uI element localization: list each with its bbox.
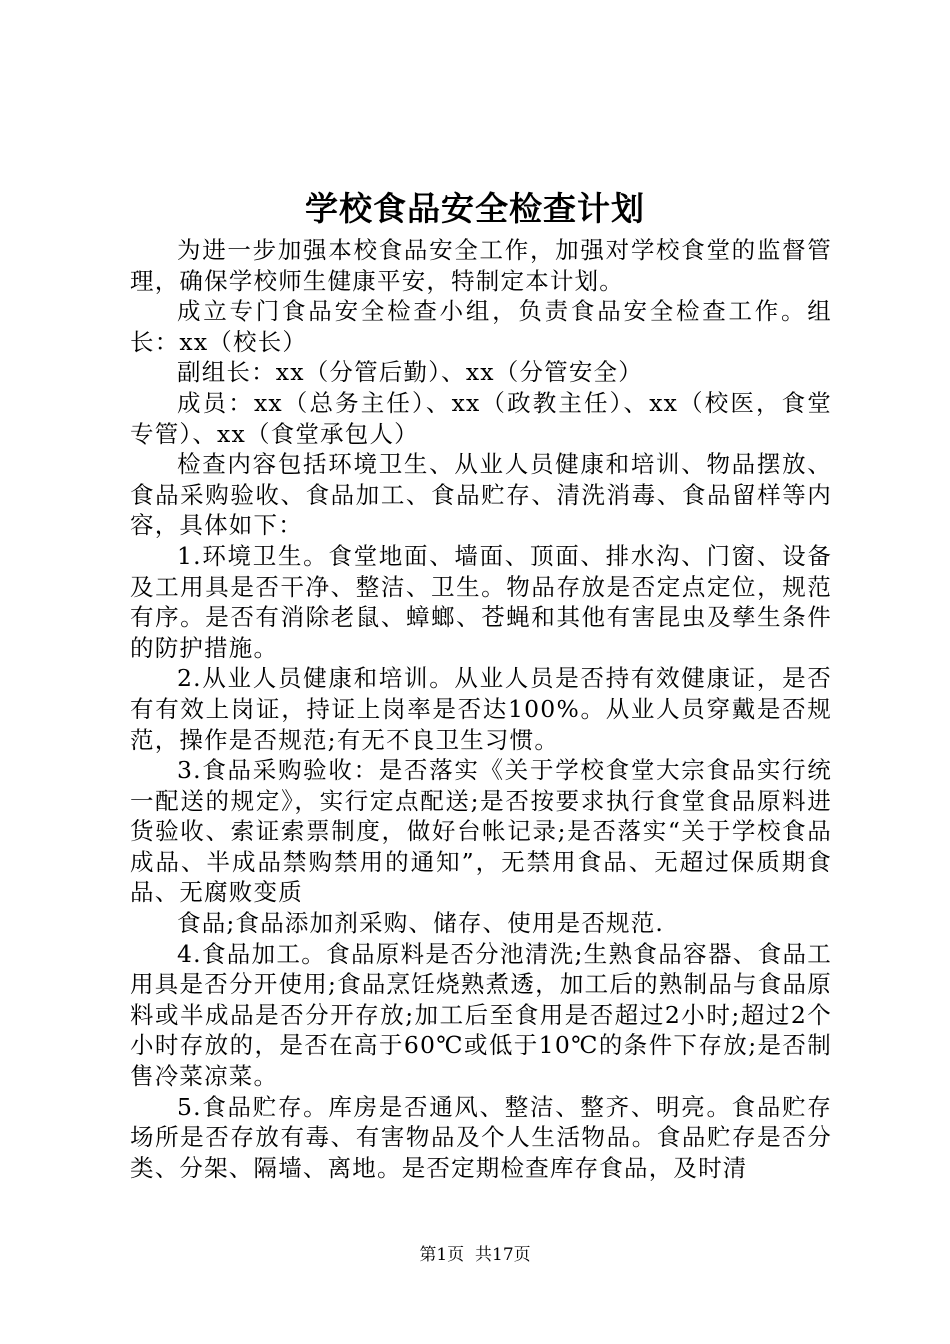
paragraph-food-processing: 4.食品加工。食品原料是否分池清洗;生熟食品容器、食品工用具是否分开使用;食品烹饪烧熟煮透，加工后的熟制品与食品原料或半成品是否分开存放;加工后至食用是否超过2小时;超过2个小时存放的，是否在高于60℃或低于10℃的条件下存放;是否制售冷菜凉菜。 [130, 939, 832, 1091]
paragraph-deputy-leader: 副组长：xx（分管后勤）、xx（分管安全） [177, 358, 643, 387]
document-body [130, 235, 832, 1183]
paragraph-staff-health: 2.从业人员健康和培训。从业人员是否持有效健康证，是否有有效上岗证，持证上岗率是否达100%。从业人员穿戴是否规范，操作是否规范;有无不良卫生习惯。 [130, 664, 832, 754]
paragraph-food-storage: 5.食品贮存。库房是否通风、整洁、整齐、明亮。食品贮存场所是否存放有毒、有害物品及个人生活物品。食品贮存是否分类、分架、隔墙、离地。是否定期检查库存食品，及时清 [130, 1092, 832, 1182]
paragraph-environment-hygiene: 1.环境卫生。食堂地面、墙面、顶面、排水沟、门窗、设备及工用具是否干净、整洁、卫生。物品存放是否定点定位，规范有序。是否有消除老鼠、蟑螂、苍蝇和其他有害昆虫及孳生条件的防护措施。 [130, 541, 832, 662]
paragraph-intro: 为进一步加强本校食品安全工作，加强对学校食堂的监督管理，确保学校师生健康平安，特制定本计划。 [130, 236, 832, 295]
page-footer [0, 1243, 950, 1267]
document-title: 学校食品安全检查计划 [305, 189, 645, 228]
footer-spacer [464, 1245, 475, 1265]
page-total: 共17页 [475, 1245, 531, 1265]
paragraph-food-additives: 食品;食品添加剂采购、储存、使用是否规范. [177, 909, 665, 938]
paragraph-team-leader: 成立专门食品安全检查小组，负责食品安全检查工作。组长：xx（校长） [130, 297, 832, 356]
paragraph-members: 成员：xx（总务主任）、xx（政教主任）、xx（校医，食堂专管）、xx（食堂承包人） [130, 388, 832, 448]
page-number: 第1页 [419, 1245, 465, 1265]
paragraph-food-procurement: 3.食品采购验收：是否落实《关于学校食堂大宗食品实行统一配送的规定》，实行定点配送;是否按要求执行食堂食品原料进货验收、索证索票制度，做好台帐记录;是否落实“关于学校食品成品、半成品禁购禁用的通知”，无禁用食品、无超过保质期食品、无腐败变质 [130, 756, 832, 907]
paragraph-inspection-scope: 检查内容包括环境卫生、从业人员健康和培训、物品摆放、食品采购验收、食品加工、食品贮存、清洗消毒、食品留样等内容，具体如下： [130, 450, 832, 540]
